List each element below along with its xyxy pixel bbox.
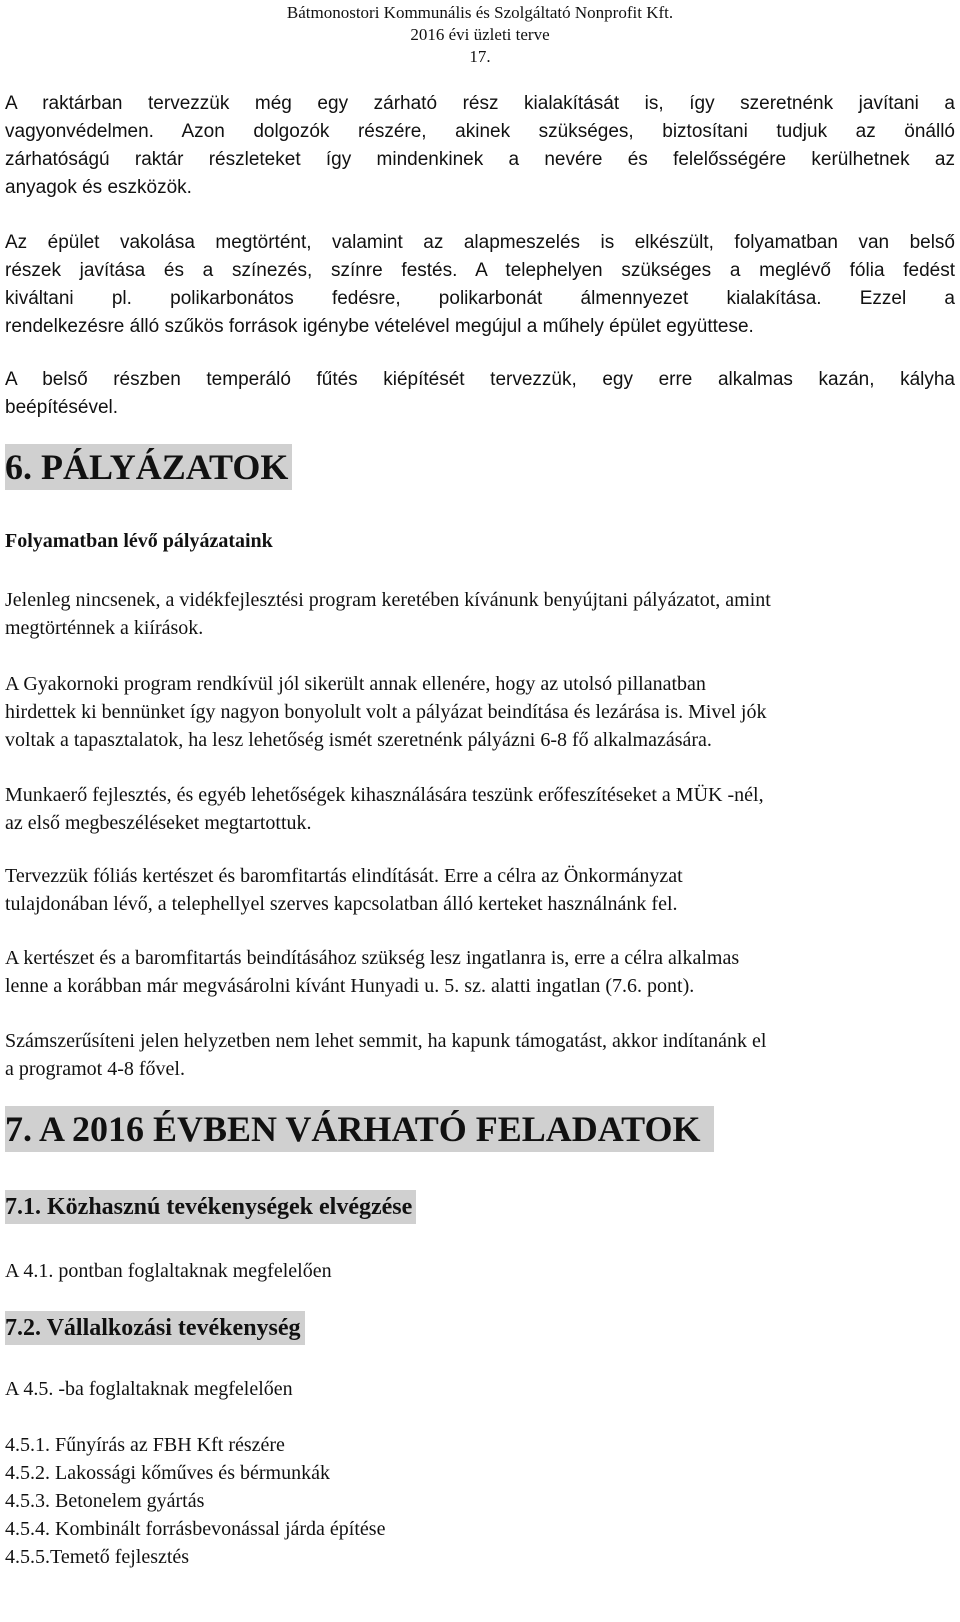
list-item: 4.5.1. Fűnyírás az FBH Kft részére [5, 1434, 285, 1456]
list-item: 4.5.3. Betonelem gyártás [5, 1490, 205, 1512]
text-line: hirdettek ki bennünket így nagyon bonyolult volt a pályázat beindítása és lezárása is. Mivel jók [5, 701, 767, 723]
paragraph-storage [5, 90, 955, 202]
text-line: A Gyakornoki program rendkívül jól sikerült annak ellenére, hogy az utolsó pillanatban [5, 673, 706, 695]
text-line: rendelkezésre álló szűkös források igénybe vételével megújul a műhely épület együttese. [5, 316, 754, 337]
text-line: Tervezzük fóliás kertészet és baromfitartás elindítását. Erre a célra az Önkormányzat [5, 865, 683, 887]
text-line: Az épület vakolása megtörtént, valamint az alapmeszelés is elkészült, folyamatban van belső [5, 232, 955, 253]
text-line: A belső részben temperáló fűtés kiépítését tervezzük, egy erre alkalmas kazán, kályha [5, 369, 955, 390]
text-line: Munkaerő fejlesztés, és egyéb lehetőségek kihasználására teszünk erőfeszítéseket a MÜK -nél, [5, 784, 764, 806]
section-7-2-heading: 7.2. Vállalkozási tevékenység [5, 1311, 305, 1345]
section-7-2-text [5, 1375, 955, 1403]
text-line: lenne a korábban már megvásárolni kívánt Hunyadi u. 5. sz. alatti ingatlan (7.6. pont). [5, 975, 695, 997]
paragraph-grants-none [5, 586, 955, 642]
text-line: A kertészet és a baromfitartás beindításához szükség lesz ingatlanra is, erre a célra alkalmas [5, 947, 740, 969]
text-line: az első megbeszéléseket megtartottuk. [5, 812, 312, 834]
paragraph-internship [5, 670, 955, 754]
paragraph-horticulture [5, 862, 955, 918]
header-document-title: 2016 évi üzleti terve [410, 25, 550, 44]
section-7-1-heading: 7.1. Közhasznú tevékenységek elvégzése [5, 1190, 416, 1224]
activity-list [5, 1431, 385, 1571]
section-7-1-text [5, 1257, 955, 1285]
list-item: 4.5.4. Kombinált forrásbevonással járda építése [5, 1518, 386, 1540]
paragraph-heating [5, 366, 955, 422]
text-line: Jelenleg nincsenek, a vidékfejlesztési program keretében kívánunk benyújtani pályázatot, amint [5, 589, 771, 611]
paragraph-workforce [5, 781, 955, 837]
list-item: 4.5.2. Lakossági kőműves és bérmunkák [5, 1462, 330, 1484]
text-line: vagyonvédelmen. Azon dolgozók részére, akinek szükséges, biztosítani tudjuk az önálló [5, 121, 955, 142]
section-6-subheading: Folyamatban lévő pályázataink [5, 530, 273, 552]
paragraph-building [5, 229, 955, 341]
text-line: A 4.1. pontban foglaltaknak megfelelően [5, 1260, 332, 1282]
text-line: részek javítása és a színezés, színre festés. A telephelyen szükséges a meglévő fólia fedést [5, 260, 955, 281]
text-line: beépítésével. [5, 397, 119, 418]
text-line: megtörténnek a kiírások. [5, 617, 204, 639]
text-line: voltak a tapasztalatok, ha lesz lehetőség ismét szeretnénk pályázni 6-8 fő alkalmazására. [5, 729, 712, 751]
page-header [0, 2, 960, 68]
paragraph-property [5, 944, 955, 1000]
paragraph-quantify [5, 1027, 955, 1083]
text-line: A raktárban tervezzük még egy zárható rész kialakítását is, így szeretnénk javítani a [5, 93, 955, 114]
text-line: a programot 4-8 fővel. [5, 1058, 185, 1080]
header-company: Bátmonostori Kommunális és Szolgáltató Nonprofit Kft. [286, 3, 674, 22]
section-6-heading: 6. PÁLYÁZATOK [5, 444, 292, 490]
text-line: Számszerűsíteni jelen helyzetben nem lehet semmit, ha kapunk támogatást, akkor indítanánk el [5, 1030, 767, 1052]
text-line: A 4.5. -ba foglaltaknak megfelelően [5, 1378, 293, 1400]
section-7-heading: 7. A 2016 ÉVBEN VÁRHATÓ FELADATOK [5, 1106, 714, 1152]
header-page-number: 17. [469, 47, 491, 66]
list-item: 4.5.5.Temető fejlesztés [5, 1546, 190, 1568]
text-line: tulajdonában lévő, a telephellyel szerves kapcsolatban álló kerteket használnánk fel. [5, 893, 678, 915]
text-line: anyagok és eszközök. [5, 177, 192, 198]
text-line: zárhatóságú raktár részleteket így mindenkinek a nevére és felelősségére kerülhetnek az [5, 149, 955, 170]
text-line: kiváltani pl. polikarbonátos fedésre, polikarbonát álmennyezet kialakítása. Ezzel a [5, 288, 955, 309]
